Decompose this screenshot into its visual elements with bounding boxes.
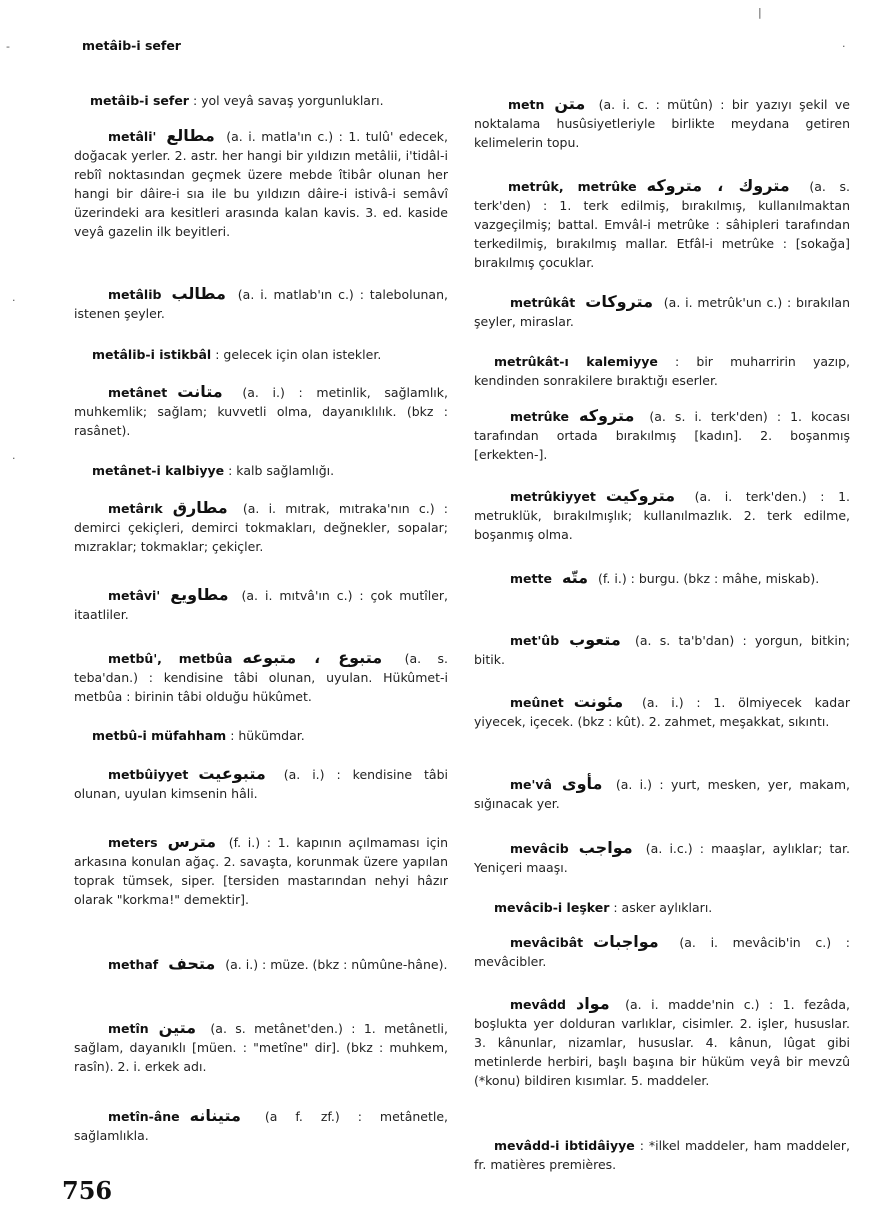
entry-headword: metârık	[108, 501, 163, 516]
dictionary-entry	[74, 1018, 448, 1076]
entry-headword: metbûiyyet	[108, 767, 189, 782]
entry-definition: (a. s. i. terk'den) : 1. kocası tarafından ortada bırakılmış [kadın]. 2. boşanmış [erkekten-].	[474, 409, 850, 462]
entry-definition: (a f. zf.) : metânetle, sağlamlıkla.	[74, 1109, 448, 1143]
entry-definition: (a. s. terk'den) : 1. terk edilmiş, bırakılmış, kullanılmaktan vazgeçilmiş; battal. Emvâl-i metrûke : sâhipleri tarafından terkedilmiş, bırakılmış mallar. Etfâl-i metrûke : [sokağa] bırakılmış çocuklar.	[474, 179, 851, 270]
entry-definition: (a. s. metânet'den.) : 1. metânetli, sağlam, dayanıklı [müen. : "metîne" dir]. (bkz : muhkem, rasîn). 2. i. erkek adı.	[74, 1021, 448, 1074]
entry-definition: : gelecek için olan istekler.	[211, 347, 382, 362]
entry-definition: : hükümdar.	[226, 728, 305, 743]
entry-arabic-script: متين	[158, 1018, 197, 1037]
entry-headword: metânet	[108, 385, 168, 400]
entry-definition: (a. i. c. : mütûn) : bir yazıyı şekil ve noktalama husûsiyetleriyle birlikte meydana getiren kelimelerin topu.	[474, 97, 850, 150]
entry-arabic-script: مواد	[575, 994, 610, 1013]
dictionary-entry	[74, 1106, 448, 1145]
entry-arabic-script: متبوع ، متبوعه	[242, 648, 383, 667]
entry-headword: metrûke	[510, 409, 569, 424]
scan-mark: |	[758, 6, 762, 19]
entry-headword: methaf	[108, 957, 159, 972]
entry-arabic-script: مطالع	[166, 126, 215, 145]
entry-headword: metîn-âne	[108, 1109, 180, 1124]
scan-mark: -	[6, 40, 10, 53]
entry-headword: metrûkât	[510, 295, 576, 310]
entry-arabic-script: مطارق	[172, 498, 228, 517]
dictionary-entry	[474, 994, 850, 1090]
entry-definition: (a. i. matlab'ın c.) : talebolunan, istenen şeyler.	[74, 287, 448, 321]
entry-headword: metâib-i sefer	[90, 93, 189, 108]
entry-arabic-script: متعوب	[569, 630, 621, 649]
scan-mark: ·	[12, 452, 16, 465]
entry-headword: metrûk, metrûke	[508, 179, 637, 194]
entry-definition: (a. i. madde'nin c.) : 1. fezâda, boşlukta yer dolduran varlıklar, cisimler. 2. işler, hususlar. 3. kânunlar, nizamlar, hususlar. 4. kânun, lûgat gibi metinlerde herbiri, başlı başına bir hüküm veyâ bir mevzû (*konu) bildiren kısımlar. 5. maddeler.	[474, 997, 850, 1088]
dictionary-entry	[474, 568, 850, 588]
dictionary-entry	[74, 764, 448, 803]
page-number: 756	[62, 1176, 113, 1205]
dictionary-entry	[74, 585, 448, 624]
entry-headword: metrûkiyyet	[510, 489, 596, 504]
dictionary-entry	[474, 838, 850, 877]
entry-definition: (a. i.) : kendisine tâbi olunan, uyulan kimsenin hâli.	[74, 767, 448, 801]
entry-arabic-script: متانت	[177, 382, 223, 401]
entry-definition: (a. i.) : müze. (bkz : nûmûne-hâne).	[221, 957, 448, 972]
entry-arabic-script: مطاويع	[170, 585, 229, 604]
entry-definition: (f. i.) : burgu. (bkz : mâhe, miskab).	[594, 571, 820, 586]
entry-arabic-script: متينانه	[189, 1106, 241, 1125]
entry-definition: (a. i.) : 1. ölmiyecek kadar yiyecek, içecek. (bkz : kût). 2. zahmet, meşakkat, sıkıntı.	[474, 695, 850, 729]
entry-headword: metîn	[108, 1021, 149, 1036]
entry-arabic-script: مأوى	[561, 774, 603, 793]
dictionary-entry	[474, 352, 850, 390]
entry-arabic-script: متن	[554, 94, 586, 113]
entry-definition: : *ilkel maddeler, ham maddeler, fr. matières premières.	[474, 1138, 850, 1172]
entry-definition: (a. i. mıtvâ'ın c.) : çok mutîler, itaatliler.	[74, 588, 448, 622]
entry-headword: mevâdd	[510, 997, 566, 1012]
entry-headword: mevâcib	[510, 841, 569, 856]
entry-definition: (a. i. mıtrak, mıtraka'nın c.) : demirci çekiçleri, demirci tokmakları, değnekler, sopalar; mızraklar; tokmaklar; çekiçler.	[74, 501, 448, 554]
entry-headword: meûnet	[510, 695, 564, 710]
dictionary-entry	[474, 898, 850, 917]
entry-definition: (a. i. metrûk'un c.) : bırakılan şeyler, miraslar.	[474, 295, 850, 329]
dictionary-entry	[474, 486, 850, 544]
dictionary-entry	[74, 284, 448, 323]
entry-arabic-script: متروكات	[585, 292, 653, 311]
entry-definition: (a. i.) : metinlik, sağlamlık, muhkemlik; sağlam; kuvvetli olma, dayanıklılık. (bkz : rasânet).	[74, 385, 448, 438]
entry-headword: metâlib	[108, 287, 162, 302]
entry-headword: mevâdd-i ibtidâiyye	[494, 1138, 635, 1153]
entry-definition: : asker aylıkları.	[609, 900, 713, 915]
entry-definition: (a. i. terk'den.) : 1. metruklük, bırakılmışlık; kullanılmazlık. 2. terk edilme, boşanmış olma.	[474, 489, 850, 542]
dictionary-entry	[74, 382, 448, 440]
dictionary-entry	[74, 461, 448, 480]
dictionary-entry	[474, 692, 850, 731]
scan-mark: ·	[842, 40, 846, 53]
entry-headword: me'vâ	[510, 777, 552, 792]
scan-mark: ·	[12, 294, 16, 307]
entry-arabic-script: متحف	[168, 954, 216, 973]
entry-headword: metâli'	[108, 129, 157, 144]
entry-headword: mevâcibât	[510, 935, 584, 950]
entry-definition: (a. s. teba'dan.) : kendisine tâbi olunan, uyulan. Hükûmet-i metbûa : birinin tâbi olduğu hükûmet.	[74, 651, 448, 704]
entry-headword: metbû', metbûa	[108, 651, 233, 666]
dictionary-entry	[474, 94, 850, 152]
entry-headword: metâlib-i istikbâl	[92, 347, 212, 362]
entry-arabic-script: مترس	[167, 832, 217, 851]
entry-definition: (a. s. ta'b'dan) : yorgun, bitkin; bitik.	[474, 633, 850, 667]
dictionary-entry	[74, 832, 448, 909]
entry-definition: : kalb sağlamlığı.	[224, 463, 335, 478]
dictionary-entry	[474, 774, 850, 813]
entry-headword: mevâcib-i leşker	[494, 900, 610, 915]
entry-headword: metânet-i kalbiyye	[92, 463, 225, 478]
dictionary-entry	[474, 630, 850, 669]
dictionary-entry	[74, 726, 448, 745]
dictionary-entry	[474, 176, 850, 272]
entry-headword: metâvi'	[108, 588, 161, 603]
dictionary-entry	[74, 498, 448, 556]
entry-arabic-script: متروكه	[579, 406, 635, 425]
entry-definition: (a. i.) : yurt, mesken, yer, makam, sığınacak yer.	[474, 777, 850, 811]
entry-definition: (a. i. matla'ın c.) : 1. tulû' edecek, doğacak yerler. 2. astr. her hangi bir yıldızın metâlii, i'tidâl-i rebîî noktasından geçmek üzere mebde îtibâr olunan her hangi bir dâire-i sıa ile bu yıldızın dâire-i istivâ-i semâvî üzerindeki ara kesitleri arasında kalan kavis. 3. ed. kaside veyâ gazelin ilk beyitleri.	[74, 129, 448, 239]
dictionary-entry	[474, 292, 850, 331]
entry-arabic-script: متبوعيت	[198, 764, 266, 783]
running-head: metâib-i sefer	[82, 38, 181, 53]
dictionary-entry	[74, 91, 448, 110]
entry-headword: metn	[508, 97, 545, 112]
dictionary-entry	[474, 406, 850, 464]
entry-definition: : yol veyâ savaş yorgunlukları.	[188, 93, 384, 108]
entry-arabic-script: متروكيت	[605, 486, 675, 505]
entry-definition: (a. i. mevâcib'in c.) : mevâcibler.	[474, 935, 850, 969]
dictionary-entry	[474, 1136, 850, 1174]
entry-arabic-script: مواجبات	[593, 932, 659, 951]
entry-arabic-script: مطالب	[171, 284, 226, 303]
entry-definition: : bir muharririn yazıp, kendinden sonrakilere bıraktığı eserler.	[474, 354, 850, 388]
entry-definition: (f. i.) : 1. kapının açılmaması için arkasına konulan ağaç. 2. savaşta, korunmak üzere yapılan toprak tümsek, siper. [tersiden mastarından nehyi hâzır olarak "korkma!" demektir].	[74, 835, 448, 907]
entry-headword: met'ûb	[510, 633, 560, 648]
entry-headword: metbû-i müfahham	[92, 728, 227, 743]
dictionary-entry	[74, 954, 448, 974]
entry-definition: (a. i.c.) : maaşlar, aylıklar; tar. Yeniçeri maaşı.	[474, 841, 850, 875]
dictionary-entry	[74, 345, 448, 364]
entry-arabic-script: متروك ، متروكه	[646, 176, 790, 195]
entry-headword: mette	[510, 571, 552, 586]
entry-headword: metrûkât-ı kalemiyye	[494, 354, 658, 369]
dictionary-entry	[74, 648, 448, 706]
dictionary-entry	[474, 932, 850, 971]
entry-headword: meters	[108, 835, 158, 850]
entry-arabic-script: مئونت	[573, 692, 624, 711]
entry-arabic-script: متّه	[561, 568, 589, 587]
entry-arabic-script: مواجب	[578, 838, 633, 857]
dictionary-entry	[74, 126, 448, 241]
